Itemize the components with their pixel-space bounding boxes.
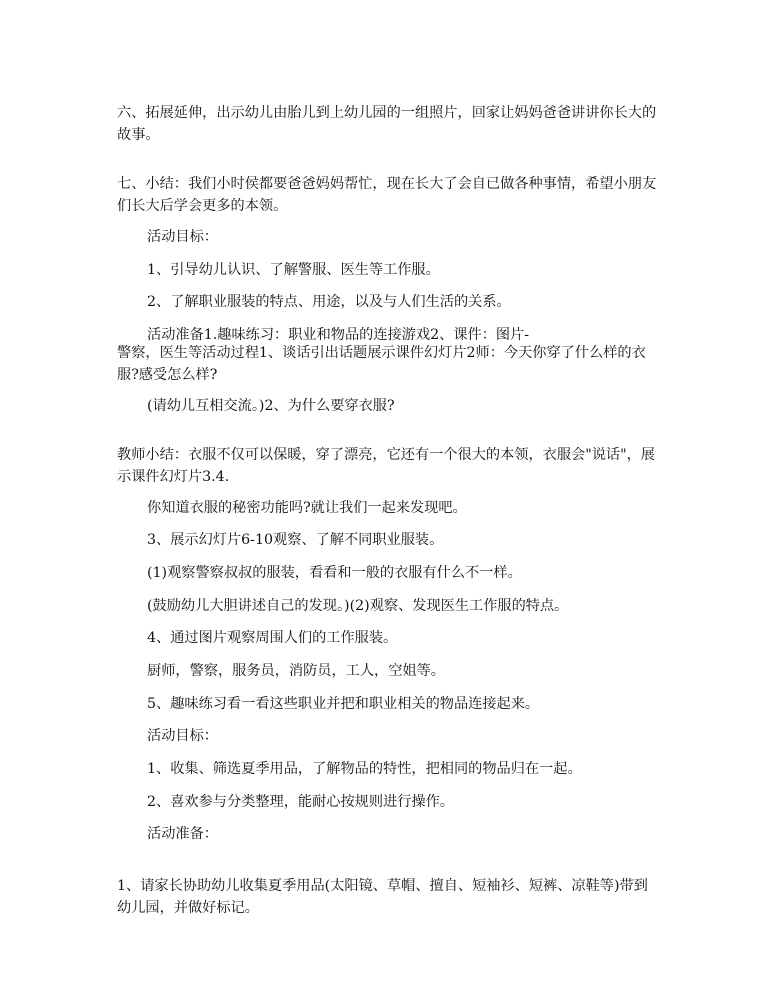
- paragraph-summary: 七、小结：我们小时侯都要爸爸妈妈帮忙，现在长大了会自已做各种事情，希望小朋友们长大后学会更多的本领。: [117, 176, 657, 214]
- paragraph-secret-function: 你知道衣服的秘密功能吗?就让我们一起来发现吧。: [147, 500, 467, 516]
- goal-item-2-2: 2、喜欢参与分类整理，能耐心按规则进行操作。: [147, 794, 454, 810]
- paragraph-discussion: (请幼儿互相交流。)2、为什么要穿衣服?: [147, 398, 395, 414]
- occupations-list: 厨师，警察，服务员，消防员，工人，空姐等。: [147, 663, 445, 679]
- step-3: 3、展示幻灯片6-10观察、了解不同职业服装。: [147, 532, 444, 548]
- paragraph-preparation: 活动准备1.趣味练习：职业和物品的连接游戏2、课件：图片-: [147, 327, 530, 343]
- goal-item-1: 1、引导幼儿认识、了解警服、医生等工作服。: [147, 262, 440, 278]
- step-5: 5、趣味练习看一看这些职业并把和职业相关的物品连接起来。: [147, 696, 540, 712]
- goal-item-2-1: 1、收集、筛选夏季用品，了解物品的特性，把相同的物品归在一起。: [147, 761, 582, 777]
- preparation-item-1: 1、请家长协助幼儿收集夏季用品(太阳镜、草帽、擅自、短袖衫、短裤、凉鞋等)带到幼儿园，并做好标记。: [117, 878, 648, 916]
- goal-item-2: 2、了解职业服装的特点、用途，以及与人们生活的关系。: [147, 294, 511, 310]
- step-3-1: (1)观察警察叔叔的服装，看看和一般的衣服有什么不一样。: [147, 565, 522, 581]
- heading-activity-preparation: 活动准备：: [147, 826, 218, 842]
- step-4: 4、通过图片观察周围人们的工作服装。: [147, 630, 398, 646]
- paragraph-extension: 六、拓展延伸，出示幼儿由胎儿到上幼儿园的一组照片，回家让妈妈爸爸讲讲你长大的故事。: [117, 105, 657, 143]
- paragraph-process: 警察，医生等活动过程1、谈话引出话题展示课件幻灯片2师：今天你穿了什么样的衣服?感受怎么样?: [117, 345, 646, 383]
- heading-activity-goals: 活动目标：: [147, 229, 218, 245]
- heading-activity-goals-2: 活动目标：: [147, 728, 218, 744]
- paragraph-teacher-summary: 教师小结：衣服不仅可以保暖，穿了漂亮，它还有一个很大的本领，衣服会"说话"，展示课件幻灯片3.4.: [117, 447, 655, 485]
- step-3-2: (鼓励幼儿大胆讲述自己的发现。)(2)观察、发现医生工作服的特点。: [147, 598, 569, 614]
